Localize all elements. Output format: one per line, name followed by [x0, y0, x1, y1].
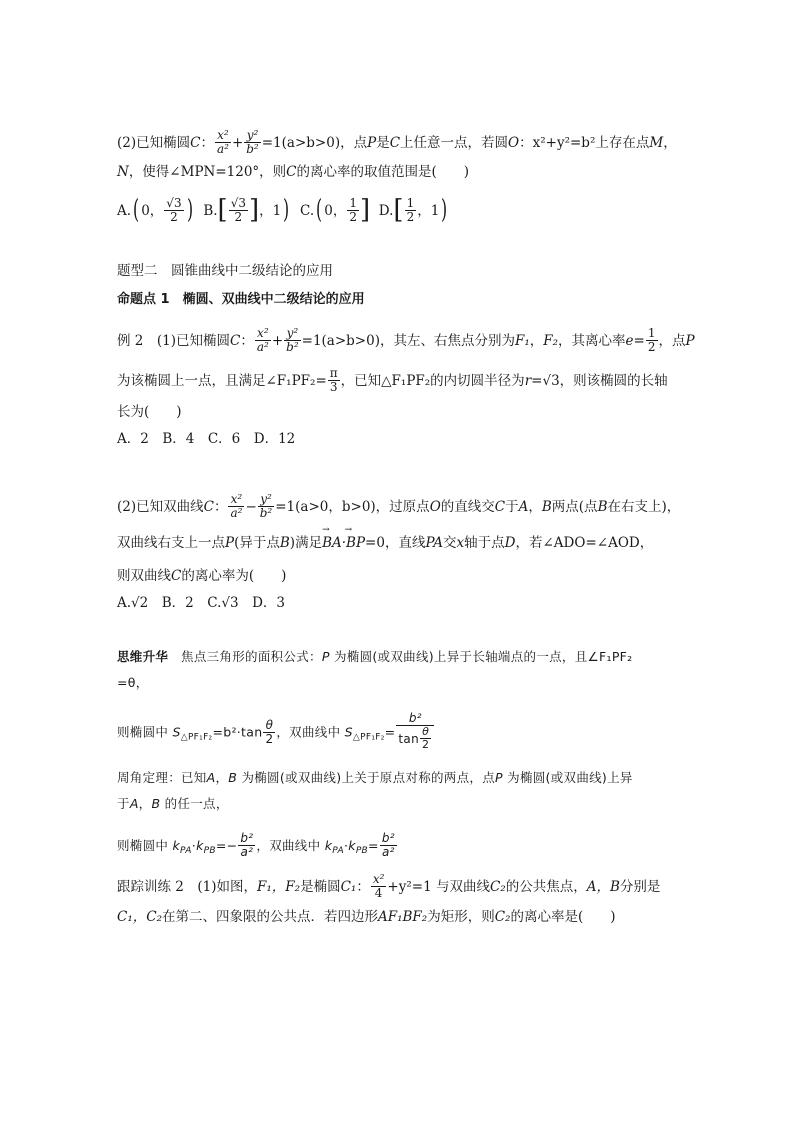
proposition-heading: 命题点 1 椭圆、双曲线中二级结论的应用	[117, 292, 365, 307]
think-k-a: k	[172, 838, 181, 853]
ex2-line1	[117, 328, 695, 355]
track-frac-num: x²	[372, 872, 385, 886]
think-e3: ，双曲线中	[276, 724, 341, 740]
option-c-frac	[347, 197, 359, 224]
q2a-frac-x	[215, 129, 231, 156]
paren-open-c: (	[316, 194, 323, 225]
track-c1: C₁	[340, 879, 357, 895]
q2b-prefix: (2)已知双曲线	[117, 499, 204, 515]
q2a-frac-y-num: y²	[246, 128, 259, 142]
think-tan-theta-num: θ	[422, 725, 430, 738]
think-line5	[117, 798, 229, 811]
think-s: S	[172, 724, 181, 740]
think-pb-sub2: PB	[355, 846, 369, 856]
think-t1: 焦点三角形的面积公式：	[181, 649, 322, 664]
think-kf1-num: b²	[240, 831, 254, 845]
q2b-frac-x-den: a²	[230, 506, 243, 520]
ex2-frac-x	[255, 327, 271, 354]
vector-arrows: → →	[322, 525, 356, 535]
ex2-eqtail: =1(a>b>0)，其左、右焦点分别为	[301, 333, 515, 349]
q2b-l3a: 则双曲线	[117, 568, 171, 584]
think-k2: =−	[215, 838, 238, 853]
think-e1: 则椭圆中	[117, 724, 169, 740]
track-c2b: C₂	[494, 909, 511, 925]
option-b-label: B.	[203, 203, 218, 219]
think-e2: =b²·tan	[212, 724, 263, 740]
option-b-right: ，1	[259, 203, 282, 219]
think-pa-sub: PA	[180, 846, 192, 856]
ex2-frac-y-num: y²	[286, 326, 299, 340]
q2b-vec: BA·BP	[322, 535, 366, 551]
ex2-sep: ，	[529, 333, 544, 349]
q2b-l2f: 轴于点	[464, 535, 505, 551]
q2a-var-c2: C	[389, 135, 401, 151]
think-k4: =	[368, 838, 379, 853]
track-l2d: 的离心率是( )	[510, 909, 616, 925]
ex2-f1: F₁	[514, 333, 530, 349]
think-k-d: k	[348, 838, 356, 853]
ex2-plus: +	[271, 333, 284, 349]
q2b-vector	[322, 525, 366, 551]
ex2-eqs: =	[633, 333, 645, 349]
q2b-l3b: 的离心率为( )	[181, 568, 287, 584]
think-b: B	[228, 770, 238, 785]
think-two: 2	[265, 731, 274, 746]
ex2-colon: ：	[240, 333, 254, 349]
q2b-colon: ：	[213, 499, 228, 515]
think-title: 思维升华	[117, 649, 169, 664]
q2b-line3	[117, 570, 286, 584]
q2b-o: O	[429, 499, 441, 515]
ex2-e: e	[625, 333, 634, 349]
option-d-right: ，1	[417, 203, 440, 219]
ex2-half-num: 1	[647, 326, 656, 340]
option-d-label: D.	[378, 203, 394, 219]
track-colon: ：	[356, 879, 370, 895]
think-theta: θ	[265, 717, 274, 732]
q2a-circle: ：x²+y²=b²上存在点	[519, 135, 650, 151]
paren-close-b: )	[283, 194, 290, 225]
ex2-label: 例 2 (1)已知椭圆	[117, 333, 231, 349]
paren-close: )	[186, 194, 193, 225]
track-quad: AF₁BF₂	[377, 909, 428, 925]
think-sub: △PF₁F₂	[180, 732, 213, 743]
think-tan-theta-den: 2	[422, 738, 430, 751]
track-l2a: C₁，C₂	[117, 909, 162, 925]
track-l2b: 在第二、四象限的公共点．若四边形	[161, 909, 378, 925]
ex2-l2b: ，已知△F₁PF₂的内切圆半径为	[340, 373, 525, 389]
think-sub2: △PF₁F₂	[352, 732, 385, 743]
think-c2: 为椭圆(或双曲线)上关于原点对称的两点，点	[241, 770, 496, 785]
q2b-frac-x	[228, 493, 244, 520]
q2a-comma: ，	[663, 135, 677, 151]
think-k-b: k	[196, 838, 204, 853]
q2a-m: M	[649, 135, 664, 151]
q2b-tail: =1(a>0，b>0)，过原点	[275, 499, 430, 515]
q2b-frac-y	[258, 493, 275, 520]
think-dot: ·	[191, 838, 197, 853]
track-line2	[117, 911, 616, 925]
think-c5: 的任一点，	[164, 796, 229, 811]
q2b-l2g: ，若∠ADO=∠AOD，	[515, 535, 654, 551]
q2b-a: A	[518, 499, 529, 515]
q2b-x: x	[456, 535, 465, 551]
ex2-frac-x-num: x²	[257, 326, 269, 340]
track-t1: 是椭圆	[300, 879, 341, 895]
think-tan-frac	[396, 712, 434, 752]
bracket-close: ]	[248, 194, 260, 225]
q2a-eq-cond: =1(a>b>0)，点	[261, 135, 368, 151]
think-pa-sub2: PA	[332, 846, 344, 856]
q2b-frac-y-num: y²	[260, 492, 272, 506]
think-line6	[117, 833, 398, 860]
think-line1	[117, 651, 632, 664]
bracket-open: [	[217, 194, 228, 225]
think-kf2-den: a²	[380, 845, 397, 859]
q2b-minus: −	[245, 499, 257, 515]
option-d-frac	[405, 197, 417, 224]
think-p: P	[321, 649, 330, 664]
ex2-pt: ，点	[658, 333, 686, 349]
q2a-var-c: C	[190, 135, 201, 151]
think-tan-den	[396, 725, 434, 752]
q2b-line1	[117, 494, 680, 521]
track-f: F₁，F₂	[257, 879, 301, 895]
q2b-t4: 两点(点	[551, 499, 598, 515]
think-line2: =θ，	[117, 675, 149, 690]
q2a-mid2: 上任意一点，若圆	[400, 135, 509, 151]
ex2-f2: F₂	[543, 333, 559, 349]
option-c-label: C.	[299, 203, 315, 219]
q2a-frac-x-num: x²	[217, 128, 229, 142]
think-pb-sub: PB	[203, 846, 216, 856]
q2a-plus: +	[231, 135, 244, 151]
think-k3: ，双曲线中	[256, 838, 321, 853]
q2b-c2: C	[494, 499, 506, 515]
option-c-left: 0，	[324, 203, 347, 219]
track-l2c: 为矩形，则	[427, 909, 495, 925]
option-a-num: √3	[166, 196, 182, 210]
q2b-l2c: )满足	[289, 535, 323, 551]
ex2-frac-x-den: a²	[256, 340, 269, 354]
paren-close-d: )	[441, 194, 448, 225]
option-c-den: 2	[349, 210, 358, 224]
ex2-three: 3	[328, 380, 340, 394]
q2a-line1	[117, 130, 677, 157]
q2b-line2	[117, 525, 654, 551]
q2b-b3: B	[279, 535, 290, 551]
q2b-d: D	[504, 535, 516, 551]
option-d-num: 1	[406, 196, 415, 210]
track-t4: 分别是	[619, 879, 661, 895]
q2a-prefix: (2)已知椭圆	[117, 135, 191, 151]
q2b-l2d: =0，直线	[365, 535, 426, 551]
q2b-t2: 的直线交	[440, 499, 495, 515]
option-b-den: 2	[229, 210, 248, 224]
track-t3: 的公共焦点，	[505, 879, 587, 895]
think-b2: b²	[408, 711, 422, 725]
q2b-frac-x-num: x²	[230, 492, 243, 506]
track-frac-den: 4	[371, 886, 387, 900]
ex2-r-eq: =√3，则该椭圆的长轴	[531, 373, 668, 389]
track-t2: +y²=1 与双曲线	[387, 879, 490, 895]
option-a-den: 2	[164, 210, 183, 224]
q2a-var-c3: C	[286, 164, 297, 180]
ex2-p: P	[685, 333, 695, 349]
think-comma: ，	[215, 770, 229, 785]
ex2-ecc: ，其离心率	[558, 333, 626, 349]
think-k-frac1	[238, 832, 255, 859]
ex2-options: A．2 B．4 C．6 D．12	[117, 431, 296, 447]
ex2-frac-y-den: b²	[286, 340, 299, 354]
ex2-line2	[117, 368, 668, 395]
q2b-b2: B	[597, 499, 608, 515]
think-a: A	[206, 770, 216, 785]
think-dot2: ·	[344, 838, 349, 853]
q2b-options: A.√2 B．2 C.√3 D．3	[117, 595, 285, 611]
option-a-label: A.	[117, 203, 132, 219]
think-tan: tan	[398, 732, 419, 746]
bracket-close-c: ]	[360, 194, 371, 225]
q2b-p: P	[225, 535, 235, 551]
think-c3: 为椭圆(或双曲线)上异	[507, 770, 633, 785]
q2a-frac-y	[244, 129, 261, 156]
think-line3	[117, 713, 435, 753]
q2b-c: C	[203, 499, 214, 515]
think-t2: 为椭圆(或双曲线)上异于长轴端点的一点，且∠F₁PF₂	[333, 649, 633, 664]
q2b-t5: 在右支上)，	[607, 499, 681, 515]
q2a-options	[117, 194, 449, 225]
q2a-line2-text: ，使得∠MPN=120°，则	[128, 164, 287, 180]
q2a-mid1: 是	[376, 135, 390, 151]
q2a-n: N	[117, 164, 129, 180]
ex2-half-den: 2	[647, 340, 656, 354]
think-p2: P	[495, 770, 503, 785]
think-kf2-num: b²	[381, 831, 395, 845]
option-c-num: 1	[349, 196, 358, 210]
q2a-p: P	[367, 135, 377, 151]
ex2-r: r	[524, 373, 532, 389]
topic-heading: 题型二 圆锥曲线中二级结论的应用	[117, 263, 333, 279]
track-line1	[117, 874, 660, 901]
think-k-frac2	[380, 832, 397, 859]
option-b-num: √3	[230, 196, 246, 210]
q2a-colon: ：	[200, 135, 214, 151]
ex2-l2a: 为该椭圆上一点，且满足∠F₁PF₂=	[117, 373, 327, 389]
ex2-line3: 长为( )	[117, 404, 182, 420]
think-c1: 周角定理：已知	[117, 770, 207, 785]
think-theta-frac	[263, 719, 275, 746]
q2b-t3: 于	[505, 499, 519, 515]
think-line4	[117, 772, 633, 785]
think-kf1-den: a²	[238, 845, 255, 859]
q2a-line2b-text: 的离心率的取值范围是( )	[296, 164, 470, 180]
q2b-c3: C	[171, 568, 182, 584]
ex2-frac-y	[284, 327, 301, 354]
track-c2: C₂	[489, 879, 506, 895]
think-c4: 于	[117, 796, 130, 811]
think-comma2: ，	[138, 796, 152, 811]
ex2-c: C	[230, 333, 241, 349]
think-k1: 则椭圆中	[117, 838, 169, 853]
bracket-open-d: [	[393, 194, 404, 225]
q2b-pa: PA	[425, 535, 444, 551]
think-b2-pt: B	[151, 796, 161, 811]
track-label: 跟踪训练 2 (1)如图，	[117, 879, 258, 895]
option-d-den: 2	[406, 210, 415, 224]
think-s2: S	[344, 724, 353, 740]
q2a-frac-x-den: a²	[216, 142, 229, 156]
ex2-pi: π	[329, 366, 338, 380]
q2b-comma: ，	[528, 499, 542, 515]
q2a-frac-y-den: b²	[246, 142, 259, 156]
q2b-l2b: (异于点	[234, 535, 280, 551]
think-eq: =	[384, 724, 396, 740]
q2b-frac-y-den: b²	[259, 506, 273, 520]
think-a2: A	[129, 796, 139, 811]
track-ab: A，B	[586, 879, 620, 895]
option-a-frac	[164, 197, 183, 224]
ex2-pi-frac	[328, 367, 340, 394]
q2b-b: B	[541, 499, 552, 515]
paren-open: (	[133, 194, 140, 225]
q2b-l2e: 交	[443, 535, 457, 551]
think-tan-theta	[420, 726, 431, 751]
q2a-line2	[117, 166, 469, 180]
track-frac	[371, 873, 387, 900]
q2a-o: O	[508, 135, 520, 151]
ex2-half	[646, 327, 658, 354]
option-b-frac	[229, 197, 248, 224]
think-k-c: k	[324, 838, 333, 853]
option-a-left: 0，	[141, 203, 164, 219]
q2b-l2a: 双曲线右支上一点	[117, 535, 225, 551]
